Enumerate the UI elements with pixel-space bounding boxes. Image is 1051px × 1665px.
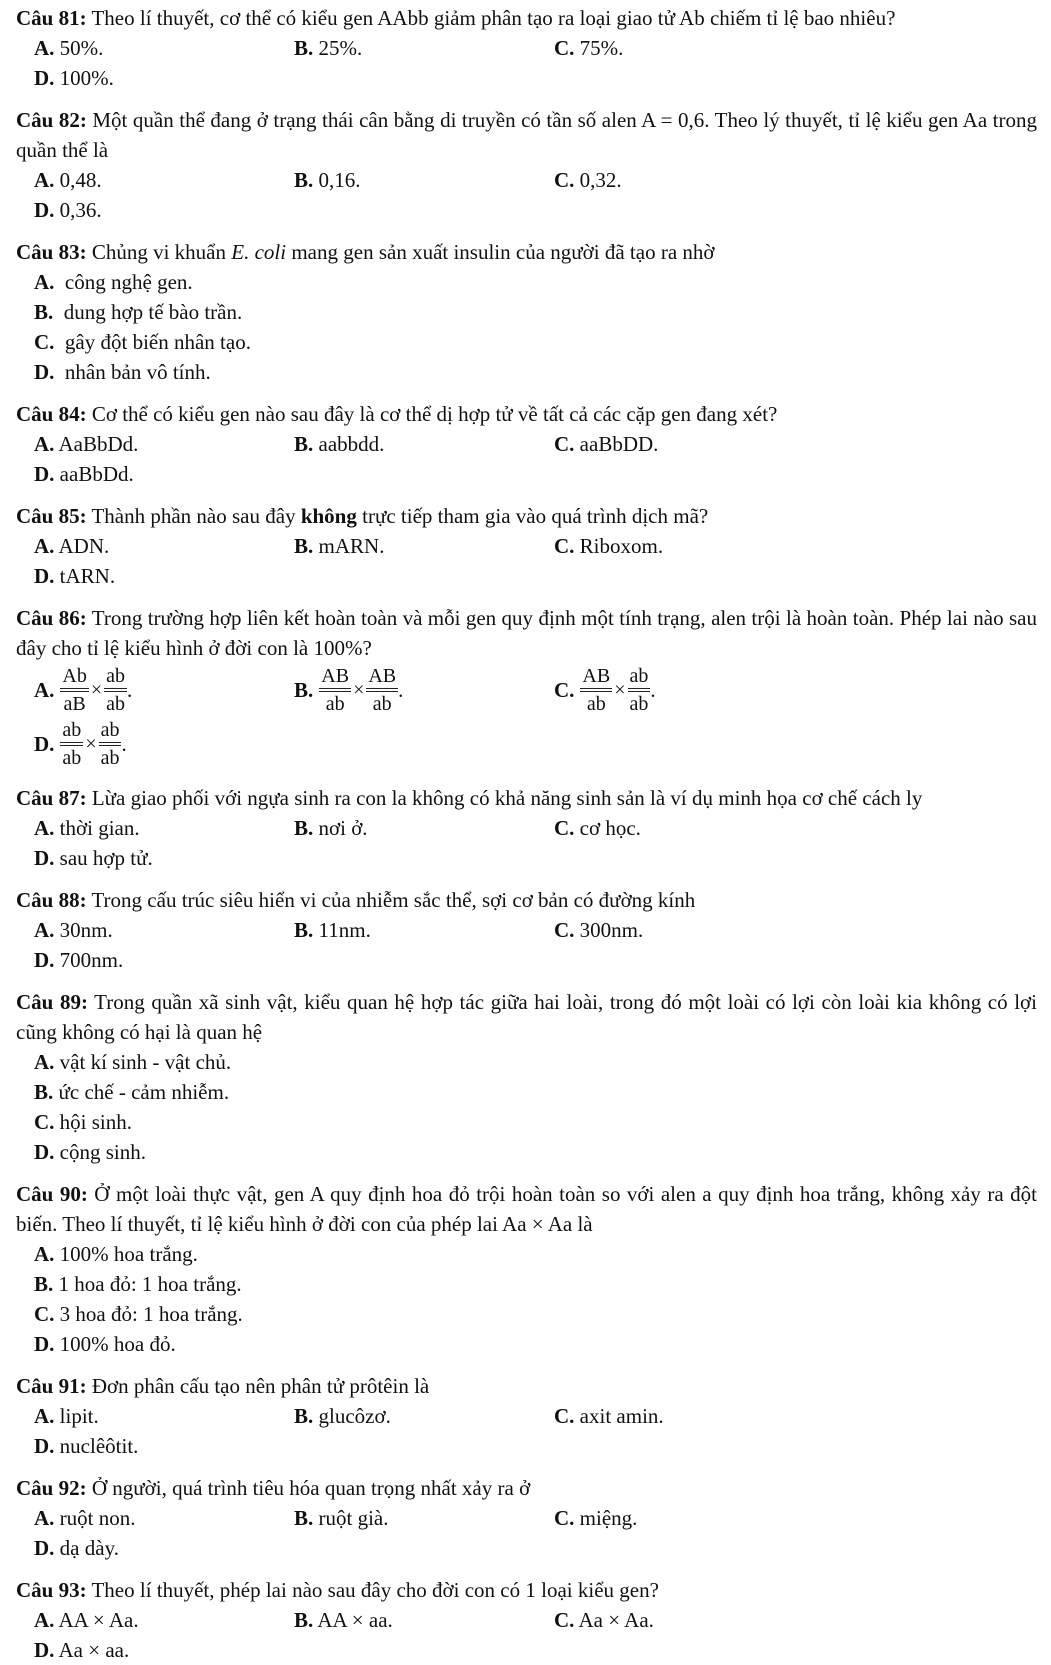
question-number: Câu 82: [16,108,87,132]
option-letter: A. [34,1506,55,1530]
option-b[interactable] [34,1269,554,1299]
question-stem [16,1179,1037,1239]
question-81 [16,3,1037,93]
fraction-numerator: ab [62,719,82,741]
option-letter: D. [34,732,55,756]
option-letter: A. [34,534,55,558]
option-a[interactable] [34,1047,554,1077]
options [16,1605,1037,1665]
option-letter: C. [554,1608,575,1632]
question-stem [16,1575,1037,1605]
option-text: 75%. [574,36,624,60]
genotype-fraction [319,665,351,715]
options [16,531,1037,591]
option-text: 50%. [54,36,104,60]
option-text: ruột già. [313,1506,389,1530]
options [16,915,1037,975]
option-letter: B. [294,168,314,192]
option-letter: C. [554,1506,575,1530]
option-text: ADN. [54,534,110,558]
fraction-denominator: aB [63,693,86,715]
question-number: Câu 93: [16,1578,87,1602]
question-text: trực tiếp tham gia vào quá trình dịch mã? [356,504,709,528]
question-text: Lừa giao phối với ngựa sinh ra con la không có khả năng sinh sản là ví dụ minh họa cơ chế cách ly [86,786,923,810]
question-text: Một quần thể đang ở trạng thái cân bằng di truyền có tần số alen A = 0,6. Theo lý thuyết, tỉ lệ kiểu gen Aa trong quần thể là [16,108,1037,162]
option-text: hội sinh. [54,1110,133,1134]
question-text: Chủng vi khuẩn [86,240,232,264]
fraction-denominator: ab [586,693,606,715]
option-letter: C. [554,534,575,558]
options [16,165,1037,225]
option-letter: C. [554,918,575,942]
option-d[interactable] [34,357,554,387]
option-letter: D. [34,948,55,972]
question-stem [16,783,1037,813]
option-letter: D. [34,564,55,588]
option-letter: C. [554,36,575,60]
fraction-denominator: ab [62,747,82,769]
option-d[interactable] [34,63,294,93]
option-text: 300nm. [574,918,644,942]
options [16,1239,1037,1359]
question-number: Câu 86: [16,606,87,630]
question-number: Câu 83: [16,240,87,264]
option-text: aabbdd. [313,432,385,456]
option-text: tARN. [54,564,116,588]
option-text: nuclêôtit. [54,1434,139,1458]
option-c[interactable] [554,531,814,561]
fraction-denominator: ab [325,693,345,715]
option-letter: D. [34,462,55,486]
option-letter: A. [34,816,55,840]
question-92 [16,1473,1037,1563]
option-text: 0,16. [313,168,361,192]
question-83 [16,237,1037,387]
option-d[interactable] [34,195,294,225]
genotype-fraction [99,719,122,769]
option-text: 30nm. [54,918,113,942]
option-text: 100% hoa trắng. [54,1242,198,1266]
option-c[interactable] [34,1107,554,1137]
fraction-denominator: ab [100,747,120,769]
period: . [121,732,127,756]
question-84 [16,399,1037,489]
option-text: Aa × aa. [54,1638,130,1662]
option-b[interactable] [34,297,554,327]
options [16,267,1037,387]
option-letter: B. [294,1608,314,1632]
fraction-numerator: Ab [62,665,87,687]
option-c[interactable] [554,813,814,843]
option-letter: A. [34,1050,55,1074]
option-text: ruột non. [54,1506,136,1530]
question-82 [16,105,1037,225]
genotype-fraction [580,665,612,715]
option-a[interactable] [34,165,294,195]
question-90 [16,1179,1037,1359]
option-text: 100% hoa đỏ. [54,1332,176,1356]
question-stem [16,1371,1037,1401]
option-d[interactable] [34,1533,294,1563]
double-line [628,688,651,692]
option-text: 100%. [54,66,114,90]
question-number: Câu 84: [16,402,87,426]
question-stem [16,105,1037,165]
option-c[interactable] [554,915,814,945]
question-number: Câu 88: [16,888,87,912]
double-line [60,688,88,692]
question-stem [16,885,1037,915]
option-c[interactable] [554,663,814,717]
option-text: axit amin. [574,1404,664,1428]
question-91 [16,1371,1037,1461]
fraction-numerator: AB [321,665,350,687]
question-93 [16,1575,1037,1665]
options [16,1503,1037,1563]
double-line [319,688,351,692]
option-letter: A. [34,1608,55,1632]
option-a[interactable] [34,915,294,945]
question-text: Trong trường hợp liên kết hoàn toàn và mỗi gen quy định một tính trạng, alen trội là hoàn toàn. Phép lai nào sau đây cho tỉ lệ kiểu hình ở đời con là 100%? [16,606,1037,660]
question-text: Đơn phân cấu tạo nên phân tử prôtêin là [86,1374,430,1398]
option-c[interactable] [554,165,814,195]
option-text: Riboxom. [574,534,664,558]
option-letter: A. [34,432,55,456]
question-text: mang gen sản xuất insulin của người đã tạo ra nhờ [286,240,715,264]
genotype-fraction [60,719,83,769]
species-name: E. coli [231,240,287,264]
option-text: nhân bản vô tính. [54,360,211,384]
option-letter: D. [34,66,55,90]
option-letter: D. [34,1434,55,1458]
option-text: 700nm. [54,948,124,972]
option-letter: D. [34,1536,55,1560]
option-b[interactable] [294,1401,554,1431]
option-text: glucôzơ. [313,1404,391,1428]
times-sign: × [614,679,626,701]
options [16,429,1037,489]
fraction-numerator: ab [106,665,126,687]
question-85 [16,501,1037,591]
option-d[interactable] [34,1137,554,1167]
option-b[interactable] [34,1077,554,1107]
period: . [398,678,404,702]
option-letter: C. [554,678,575,702]
option-letter: B. [294,36,314,60]
option-letter: B. [294,918,314,942]
double-line [60,742,83,746]
option-d[interactable] [34,1329,554,1359]
question-text: Cơ thể có kiểu gen nào sau đây là cơ thể dị hợp tử về tất cả các cặp gen đang xét? [86,402,778,426]
option-letter: B. [294,816,314,840]
option-text: dạ dày. [54,1536,119,1560]
option-a[interactable] [34,1401,294,1431]
option-d[interactable] [34,561,294,591]
question-stem [16,501,1037,531]
option-letter: D. [34,360,55,384]
option-text: AA × aa. [313,1608,393,1632]
options [16,1401,1037,1461]
option-a[interactable] [34,1605,294,1635]
fraction-numerator: AB [582,665,611,687]
option-c[interactable] [554,429,814,459]
question-stem [16,237,1037,267]
option-b[interactable] [294,429,554,459]
option-d[interactable] [34,459,294,489]
option-letter: A. [34,1242,55,1266]
question-number: Câu 91: [16,1374,87,1398]
question-stem [16,987,1037,1047]
option-text: thời gian. [54,816,140,840]
fraction-denominator: ab [372,693,392,715]
option-letter: A. [34,36,55,60]
option-c[interactable] [554,1401,814,1431]
option-text: 25%. [313,36,363,60]
question-number: Câu 92: [16,1476,87,1500]
options [16,33,1037,93]
question-text: Theo lí thuyết, cơ thể có kiểu gen AAbb giảm phân tạo ra loại giao tử Ab chiếm tỉ lệ bao nhiêu? [86,6,896,30]
double-line [99,742,122,746]
question-86 [16,603,1037,771]
option-letter: C. [554,1404,575,1428]
question-text: Ở một loài thực vật, gen A quy định hoa đỏ trội hoàn toàn so với alen a quy định hoa trắng, không xảy ra đột biến. Theo lí thuyết, tỉ lệ kiểu hình ở đời con của phép lai Aa × Aa là [16,1182,1037,1236]
option-text: nơi ở. [313,816,368,840]
option-a[interactable] [34,267,554,297]
option-d[interactable] [34,945,294,975]
fraction-numerator: ab [100,719,120,741]
option-c[interactable] [554,1605,814,1635]
option-letter: B. [34,300,54,324]
option-letter: B. [34,1080,54,1104]
question-stem [16,1473,1037,1503]
option-letter: C. [554,432,575,456]
option-d[interactable] [34,1431,294,1461]
option-b[interactable] [294,33,554,63]
option-letter: A. [34,168,55,192]
option-letter: B. [294,1404,314,1428]
question-text: Trong quần xã sinh vật, kiểu quan hệ hợp tác giữa hai loài, trong đó một loài có lợi còn loài kia không có lợi cũng không có hại là quan hệ [16,990,1037,1044]
option-a[interactable] [34,429,294,459]
option-text: 0,36. [54,198,102,222]
option-letter: A. [34,270,55,294]
option-c[interactable] [554,33,814,63]
option-text: dung hợp tế bào trần. [53,300,243,324]
option-c[interactable] [34,1299,554,1329]
genotype-fraction [628,665,651,715]
option-b[interactable] [294,1605,554,1635]
option-b[interactable] [294,915,554,945]
option-text: cộng sinh. [54,1140,146,1164]
option-letter: B. [294,534,314,558]
option-letter: C. [34,1110,55,1134]
times-sign: × [353,679,365,701]
option-text: gây đột biến nhân tạo. [54,330,251,354]
option-b[interactable] [294,813,554,843]
question-stem [16,603,1037,663]
fraction-numerator: ab [629,665,649,687]
genotype-fraction [104,665,127,715]
option-a[interactable] [34,1239,554,1269]
option-text: AaBbDd. [54,432,139,456]
option-letter: A. [34,1404,55,1428]
option-a[interactable] [34,663,294,717]
option-letter: B. [294,432,314,456]
option-a[interactable] [34,813,294,843]
option-letter: B. [294,1506,314,1530]
question-text: Ở người, quá trình tiêu hóa quan trọng nhất xảy ra ở [86,1476,531,1500]
option-letter: C. [554,168,575,192]
question-87 [16,783,1037,873]
option-text: cơ học. [574,816,641,840]
options [16,1047,1037,1167]
question-number: Câu 85: [16,504,87,528]
option-letter: C. [554,816,575,840]
option-letter: A. [34,678,55,702]
times-sign: × [85,733,97,755]
option-letter: D. [34,1332,55,1356]
question-stem [16,399,1037,429]
option-d[interactable] [34,1635,294,1665]
fraction-numerator: AB [368,665,397,687]
genotype-fraction [366,665,398,715]
option-a[interactable] [34,33,294,63]
option-letter: D. [34,1140,55,1164]
double-line [104,688,127,692]
option-text: 11nm. [313,918,371,942]
option-text: vật kí sinh - vật chủ. [54,1050,232,1074]
option-text: công nghệ gen. [54,270,193,294]
option-text: AA × Aa. [54,1608,139,1632]
question-number: Câu 87: [16,786,87,810]
option-text: miệng. [574,1506,638,1530]
option-text: 0,48. [54,168,102,192]
option-letter: D. [34,198,55,222]
option-text: Aa × Aa. [574,1608,654,1632]
option-letter: B. [294,678,314,702]
option-b[interactable] [294,1503,554,1533]
option-letter: D. [34,846,55,870]
option-a[interactable] [34,531,294,561]
emphasis-word: không [300,504,357,528]
question-number: Câu 89: [16,990,88,1014]
question-89 [16,987,1037,1167]
option-text: aaBbDd. [54,462,134,486]
option-c[interactable] [34,327,554,357]
question-text: Thành phần nào sau đây [86,504,301,528]
option-text: mARN. [313,534,385,558]
option-b[interactable] [294,663,554,717]
option-c[interactable] [554,1503,814,1533]
option-a[interactable] [34,1503,294,1533]
period: . [127,678,133,702]
question-text: Trong cấu trúc siêu hiển vi của nhiễm sắc thể, sợi cơ bản có đường kính [86,888,696,912]
option-b[interactable] [294,165,554,195]
double-line [580,688,612,692]
option-text: lipit. [54,1404,99,1428]
fraction-denominator: ab [106,693,126,715]
times-sign: × [90,679,103,701]
options [16,813,1037,873]
period: . [650,678,656,702]
genotype-fraction [60,665,88,715]
option-text: 1 hoa đỏ: 1 hoa trắng. [53,1272,242,1296]
option-d[interactable] [34,843,294,873]
option-text: aaBbDD. [574,432,659,456]
question-stem [16,3,1037,33]
option-letter: D. [34,1638,55,1662]
option-letter: C. [34,330,55,354]
option-d[interactable] [34,717,294,771]
option-letter: C. [34,1302,55,1326]
question-text: Theo lí thuyết, phép lai nào sau đây cho đời con có 1 loại kiểu gen? [86,1578,659,1602]
option-text: 0,32. [574,168,622,192]
option-text: 3 hoa đỏ: 1 hoa trắng. [54,1302,243,1326]
option-text: ức chế - cảm nhiễm. [53,1080,230,1104]
option-b[interactable] [294,531,554,561]
question-number: Câu 90: [16,1182,88,1206]
option-letter: B. [34,1272,54,1296]
double-line [366,688,398,692]
option-text: sau hợp tử. [54,846,153,870]
question-number: Câu 81: [16,6,87,30]
options [16,663,1037,771]
option-letter: A. [34,918,55,942]
question-88 [16,885,1037,975]
fraction-denominator: ab [629,693,649,715]
